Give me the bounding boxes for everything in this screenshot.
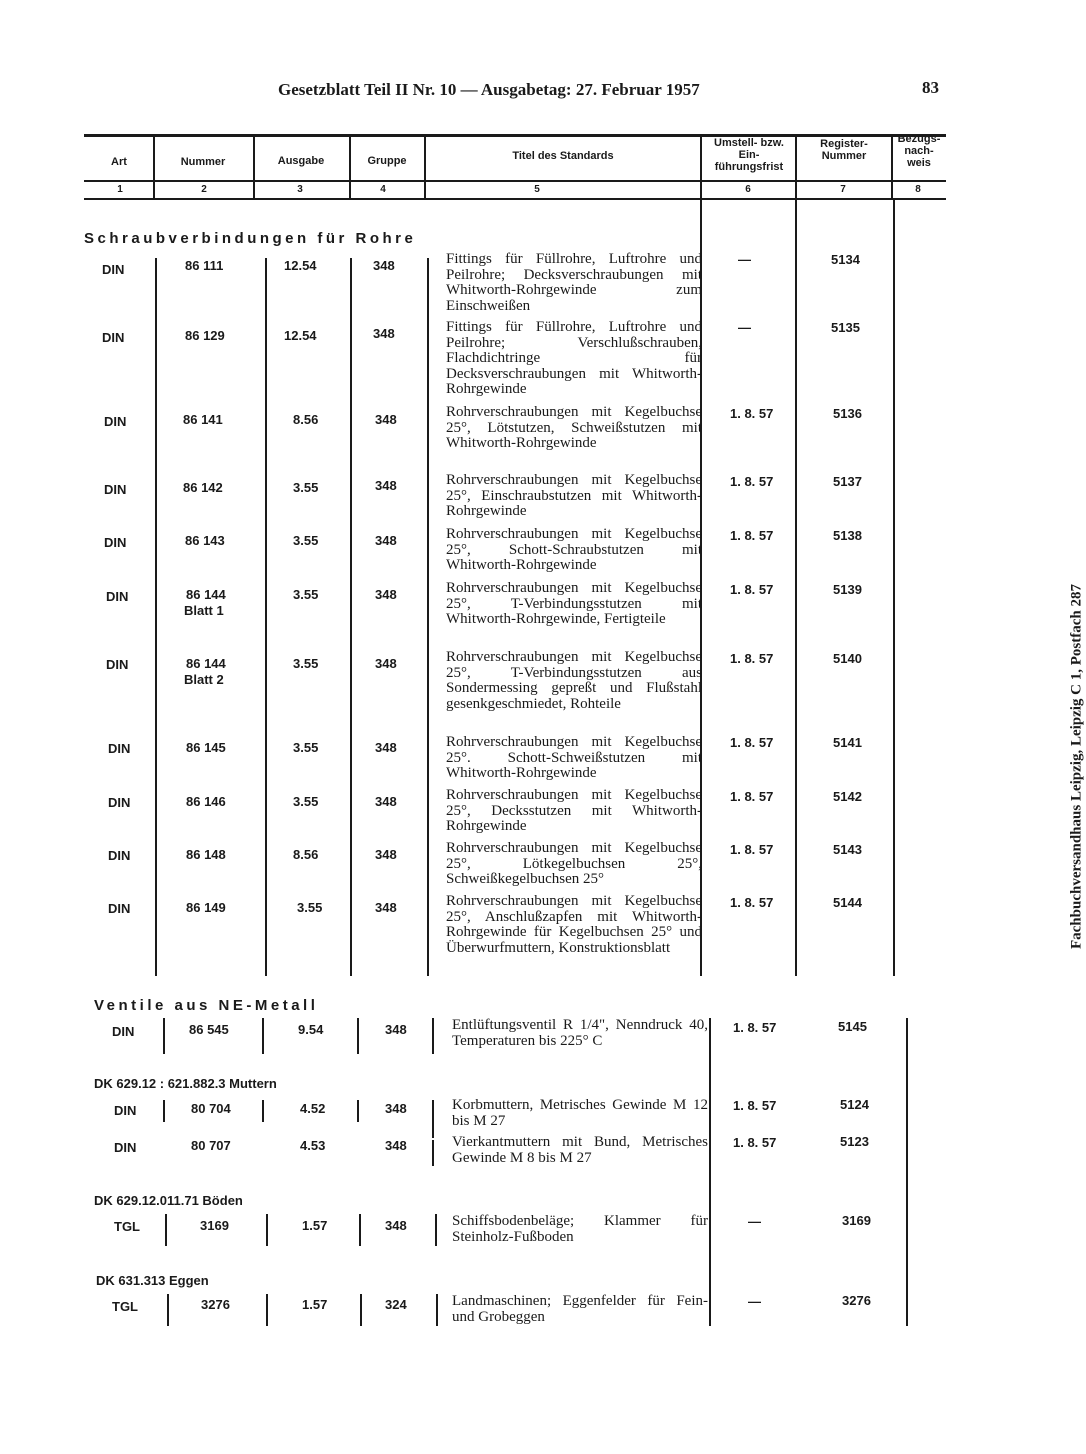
col-rule bbox=[350, 258, 352, 976]
col-rule bbox=[155, 258, 157, 976]
col-separator bbox=[153, 136, 155, 198]
section-heading: DK 629.12.011.71 Böden bbox=[94, 1193, 243, 1208]
row-gruppe: 348 bbox=[385, 1022, 407, 1037]
row-frist: 1. 8. 57 bbox=[730, 735, 774, 750]
row-titel: Rohrverschraubungen mit Kegelbuchse 25°, Einschraubstutzen mit Whitworth-Rohrgewinde bbox=[446, 472, 702, 520]
row-titel: Rohrverschraubungen mit Kegelbuchse 25°. Schott-Schweißstutzen mit Whitworth-Rohrgewinde bbox=[446, 734, 702, 782]
row-titel: Korbmuttern, Metrisches Gewinde M 12 bis M 27 bbox=[452, 1097, 708, 1129]
col-header-register: Register- Nummer bbox=[820, 138, 868, 162]
row-ausgabe: 1.57 bbox=[302, 1297, 328, 1312]
row-register: 5135 bbox=[831, 320, 860, 335]
cell-marker bbox=[432, 1140, 434, 1166]
row-art: DIN bbox=[102, 262, 125, 277]
row-art: DIN bbox=[106, 589, 129, 604]
row-register: 5138 bbox=[833, 528, 862, 543]
col-separator bbox=[253, 136, 255, 198]
row-ausgabe: 3.55 bbox=[293, 794, 319, 809]
row-ausgabe: 1.57 bbox=[302, 1218, 328, 1233]
row-titel: Rohrverschraubungen mit Kegelbuchse 25°, Lötstutzen, Schweißstutzen mit Whitworth-Rohrgewinde bbox=[446, 404, 702, 452]
row-register: 5139 bbox=[833, 582, 862, 597]
row-nummer: 3276 bbox=[201, 1297, 230, 1312]
col-rule bbox=[709, 1018, 711, 1326]
row-register: 5141 bbox=[833, 735, 862, 750]
row-nummer: 80 707 bbox=[191, 1138, 231, 1153]
col-header-ausgabe: Ausgabe bbox=[277, 155, 325, 167]
col-rule bbox=[265, 258, 267, 976]
row-frist: 1. 8. 57 bbox=[733, 1020, 777, 1035]
row-ausgabe: 3.55 bbox=[293, 533, 319, 548]
col-header-gruppe: Gruppe bbox=[367, 155, 407, 167]
col-separator bbox=[700, 136, 702, 198]
cell-marker bbox=[266, 1214, 268, 1246]
row-register: 5136 bbox=[833, 406, 862, 421]
row-nummer: 86 111 bbox=[185, 258, 224, 273]
col-header-bezug: Bezugs- nach- weis bbox=[897, 133, 941, 169]
section-heading: Ventile aus NE-Metall bbox=[94, 997, 319, 1014]
row-gruppe: 348 bbox=[373, 258, 395, 273]
row-art: DIN bbox=[114, 1140, 137, 1155]
col-separator bbox=[349, 136, 351, 198]
row-frist: — bbox=[748, 1294, 761, 1309]
row-ausgabe: 3.55 bbox=[293, 740, 319, 755]
row-frist: 1. 8. 57 bbox=[730, 528, 774, 543]
row-gruppe: 348 bbox=[375, 656, 397, 671]
row-frist: 1. 8. 57 bbox=[730, 651, 774, 666]
row-nummer: 86 149 bbox=[186, 900, 226, 915]
section-heading: DK 631.313 Eggen bbox=[96, 1273, 209, 1288]
row-frist: 1. 8. 57 bbox=[730, 406, 774, 421]
page-header-title: Gesetzblatt Teil II Nr. 10 — Ausgabetag: 27. Februar 1957 bbox=[278, 80, 700, 99]
row-gruppe: 348 bbox=[375, 740, 397, 755]
row-frist: 1. 8. 57 bbox=[730, 842, 774, 857]
cell-marker bbox=[262, 1100, 264, 1122]
row-ausgabe: 8.56 bbox=[293, 847, 319, 862]
row-frist: — bbox=[738, 320, 751, 335]
row-ausgabe: 3.55 bbox=[293, 656, 319, 671]
col-header-titel: Titel des Standards bbox=[512, 150, 614, 162]
row-art: DIN bbox=[104, 535, 127, 550]
row-gruppe: 348 bbox=[385, 1138, 407, 1153]
row-titel: Vierkantmuttern mit Bund, Metrisches Gewinde M 8 bis M 27 bbox=[452, 1134, 708, 1166]
row-frist: — bbox=[738, 252, 751, 267]
col-number: 5 bbox=[534, 184, 540, 195]
row-frist: 1. 8. 57 bbox=[733, 1098, 777, 1113]
row-gruppe: 348 bbox=[373, 326, 395, 341]
row-ausgabe: 12.54 bbox=[284, 328, 317, 343]
row-titel: Rohrverschraubungen mit Kegelbuchse 25°, Anschlußzapfen mit Whitworth-Rohrgewinde für Kegelbuchsen 25° und Überwurfmuttern, Konstruktionsblatt bbox=[446, 893, 702, 956]
row-gruppe: 348 bbox=[375, 478, 397, 493]
row-gruppe: 348 bbox=[375, 847, 397, 862]
row-nummer: 3169 bbox=[200, 1218, 229, 1233]
row-register: 5142 bbox=[833, 789, 862, 804]
row-register: 5124 bbox=[840, 1097, 869, 1112]
row-gruppe: 324 bbox=[385, 1297, 407, 1312]
row-register: 3276 bbox=[842, 1293, 871, 1308]
col-rule bbox=[906, 1018, 908, 1326]
row-titel: Rohrverschraubungen mit Kegelbuchse 25°, Lötkegelbuchsen 25°, Schweißkegelbuchsen 25° bbox=[446, 840, 702, 888]
row-nummer: 86 545 bbox=[189, 1022, 229, 1037]
row-titel: Fittings für Füllrohre, Luftrohre und Peilrohre; Verschlußschrauben, Flachdichtringe für Decksverschraubungen mit Whitworth-Rohrgewinde bbox=[446, 319, 702, 398]
col-header-nummer: Nummer bbox=[180, 156, 226, 168]
row-frist: 1. 8. 57 bbox=[730, 895, 774, 910]
row-ausgabe: 3.55 bbox=[293, 587, 319, 602]
cell-marker bbox=[163, 1100, 165, 1122]
row-register: 5134 bbox=[831, 252, 860, 267]
row-titel: Rohrverschraubungen mit Kegelbuchse 25°, Schott-Schraubstutzen mit Whitworth-Rohrgewinde bbox=[446, 526, 702, 574]
row-register: 5145 bbox=[838, 1019, 867, 1034]
row-gruppe: 348 bbox=[375, 794, 397, 809]
row-titel: Rohrverschraubungen mit Kegelbuchse 25°, T-Verbindungsstutzen aus Sondermessing gepreßt und Flußstahl gesenkgeschmiedet, Rohteile bbox=[446, 649, 702, 712]
row-gruppe: 348 bbox=[375, 587, 397, 602]
row-ausgabe: 4.52 bbox=[300, 1101, 326, 1116]
header-rule-bottom bbox=[84, 198, 946, 200]
page-number: 83 bbox=[922, 78, 939, 97]
cell-marker bbox=[163, 1018, 165, 1054]
cell-marker bbox=[266, 1294, 268, 1326]
row-art: TGL bbox=[112, 1299, 138, 1314]
row-blatt: Blatt 1 bbox=[184, 603, 224, 618]
cell-marker bbox=[165, 1214, 167, 1246]
col-number: 6 bbox=[745, 184, 751, 195]
row-frist: 1. 8. 57 bbox=[730, 474, 774, 489]
row-nummer: 86 144 bbox=[186, 587, 226, 602]
row-art: TGL bbox=[114, 1219, 140, 1234]
header-rule-top bbox=[84, 134, 946, 137]
col-header-frist: Umstell- bzw. Ein- führungsfrist bbox=[714, 137, 784, 173]
row-art: DIN bbox=[108, 901, 131, 916]
row-frist: — bbox=[748, 1214, 761, 1229]
row-titel: Schiffsbodenbeläge; Klammer für Steinholz-Fußboden bbox=[452, 1213, 708, 1245]
row-ausgabe: 4.53 bbox=[300, 1138, 326, 1153]
row-register: 5143 bbox=[833, 842, 862, 857]
row-gruppe: 348 bbox=[385, 1101, 407, 1116]
cell-marker bbox=[262, 1018, 264, 1054]
row-gruppe: 348 bbox=[375, 900, 397, 915]
row-ausgabe: 8.56 bbox=[293, 412, 319, 427]
col-rule bbox=[795, 200, 797, 976]
row-nummer: 86 142 bbox=[183, 480, 223, 495]
row-ausgabe: 3.55 bbox=[293, 480, 319, 495]
cell-marker bbox=[432, 1018, 434, 1054]
col-number: 7 bbox=[840, 184, 846, 195]
row-art: DIN bbox=[108, 795, 131, 810]
row-frist: 1. 8. 57 bbox=[730, 582, 774, 597]
row-art: DIN bbox=[108, 741, 131, 756]
col-separator bbox=[795, 136, 797, 198]
section-heading: Schraubverbindungen für Rohre bbox=[84, 230, 417, 247]
row-nummer: 80 704 bbox=[191, 1101, 231, 1116]
row-frist: 1. 8. 57 bbox=[730, 789, 774, 804]
row-titel: Landmaschinen; Eggenfelder für Fein- und Grobeggen bbox=[452, 1293, 708, 1325]
col-number: 4 bbox=[380, 184, 386, 195]
row-art: DIN bbox=[104, 482, 127, 497]
header-rule-mid bbox=[84, 180, 946, 182]
row-ausgabe: 3.55 bbox=[297, 900, 323, 915]
row-art: DIN bbox=[114, 1103, 137, 1118]
row-ausgabe: 12.54 bbox=[284, 258, 317, 273]
col-header-art: Art bbox=[111, 156, 127, 168]
row-blatt: Blatt 2 bbox=[184, 672, 224, 687]
cell-marker bbox=[357, 1100, 359, 1122]
col-number: 1 bbox=[117, 184, 123, 195]
row-nummer: 86 141 bbox=[183, 412, 223, 427]
row-register: 5140 bbox=[833, 651, 862, 666]
cell-marker bbox=[360, 1294, 362, 1326]
row-nummer: 86 146 bbox=[186, 794, 226, 809]
row-register: 5137 bbox=[833, 474, 862, 489]
row-register: 3169 bbox=[842, 1213, 871, 1228]
col-number: 3 bbox=[297, 184, 303, 195]
cell-marker bbox=[435, 1214, 437, 1246]
row-nummer: 86 145 bbox=[186, 740, 226, 755]
col-number: 2 bbox=[201, 184, 207, 195]
cell-marker bbox=[359, 1214, 361, 1246]
row-nummer: 86 143 bbox=[185, 533, 225, 548]
side-note-publisher: Fachbuchversandhaus Leipzig, Leipzig C 1, Postfach 287 bbox=[1068, 583, 1085, 950]
row-art: DIN bbox=[108, 848, 131, 863]
col-number: 8 bbox=[915, 184, 921, 195]
row-frist: 1. 8. 57 bbox=[733, 1135, 777, 1150]
row-art: DIN bbox=[104, 414, 127, 429]
row-art: DIN bbox=[102, 330, 125, 345]
row-gruppe: 348 bbox=[385, 1218, 407, 1233]
cell-marker bbox=[436, 1294, 438, 1326]
row-art: DIN bbox=[112, 1024, 135, 1039]
cell-marker bbox=[357, 1018, 359, 1054]
row-register: 5144 bbox=[833, 895, 862, 910]
row-titel: Rohrverschraubungen mit Kegelbuchse 25°, Decksstutzen mit Whitworth-Rohrgewinde bbox=[446, 787, 702, 835]
row-nummer: 86 148 bbox=[186, 847, 226, 862]
row-gruppe: 348 bbox=[375, 412, 397, 427]
row-ausgabe: 9.54 bbox=[298, 1022, 324, 1037]
row-titel: Rohrverschraubungen mit Kegelbuchse 25°, T-Verbindungsstutzen mit Whitworth-Rohrgewinde, Fertigteile bbox=[446, 580, 702, 628]
cell-marker bbox=[167, 1294, 169, 1326]
row-art: DIN bbox=[106, 657, 129, 672]
col-rule bbox=[427, 258, 429, 976]
row-nummer: 86 144 bbox=[186, 656, 226, 671]
col-separator bbox=[424, 136, 426, 198]
cell-marker bbox=[432, 1100, 434, 1138]
col-rule bbox=[893, 200, 895, 976]
row-titel: Entlüftungsventil R 1/4", Nenndruck 40, Temperaturen bis 225° C bbox=[452, 1017, 708, 1049]
row-gruppe: 348 bbox=[375, 533, 397, 548]
row-titel: Fittings für Füllrohre, Luftrohre und Peilrohre; Decksverschraubungen mit Whitworth-Rohrgewinde zum Einschweißen bbox=[446, 251, 702, 314]
row-nummer: 86 129 bbox=[185, 328, 225, 343]
row-register: 5123 bbox=[840, 1134, 869, 1149]
section-heading: DK 629.12 : 621.882.3 Muttern bbox=[94, 1076, 277, 1091]
